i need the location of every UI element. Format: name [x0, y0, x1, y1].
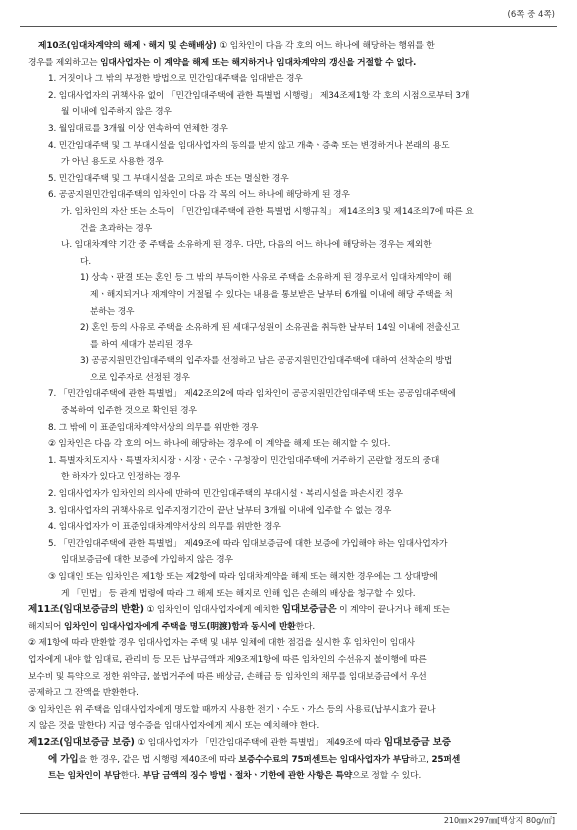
article-11-line	[28, 619, 549, 636]
nested-list-item-continuation: 제ㆍ해지되거나 재계약이 거절될 수 있다는 내용을 통보받은 날부터 6개월 이내에 해당 주택을 처	[90, 289, 453, 300]
list-item: 4. 임대사업자가 이 표준임대차계약서상의 의무를 위반한 경우	[48, 522, 281, 533]
paragraph-line: 지 않은 것을 말한다) 지급 영수증을 임대사업자에게 제시 또는 예치해야 한다.	[28, 721, 320, 732]
list-item: 3. 임대사업자의 귀책사유로 입주지정기간이 끝난 날부터 3개월 이내에 입주할 수 없는 경우	[48, 505, 392, 516]
nested-list-item: 3) 공공지원민간임대주택의 입주자를 선정하고 남은 공공지원민간임대주택에 대하여 선착순의 방법	[80, 356, 453, 367]
paper-spec-footer: 210㎜×297㎜[백상지 80g/㎡]	[443, 816, 555, 825]
list-item: 5. 「민간임대주택에 관한 특별법」 제49조에 따라 임대보증금에 대한 보증에 가입해야 하는 임대사업자가	[48, 538, 448, 549]
list-item: 5. 민간임대주택 및 그 부대시설을 고의로 파손 또는 멸실한 경우	[48, 173, 289, 184]
text-span: 한다.	[120, 771, 143, 782]
paragraph-3-continuation: 게 「민법」 등 관계 법령에 따라 그 해제 또는 해지로 인해 입은 손해의 배상을 청구할 수 있다.	[61, 588, 416, 599]
emphasis-span: 에 가입	[48, 753, 79, 765]
list-item-continuation: 가 아닌 용도로 사용한 경우	[61, 157, 164, 168]
text-span: ① 임차인이 임대사업자에게 예치한	[143, 605, 282, 616]
text-span: 해지되어	[28, 621, 65, 632]
list-item-continuation: 중복하여 입주한 것으로 확인된 경우	[61, 406, 197, 417]
page-indicator: (6쪽 중 4쪽)	[507, 10, 555, 20]
text-span: ① 임차인이 다음 각 호의 어느 하나에 해당하는 행위를 한	[216, 41, 435, 51]
sub-list-item-continuation: 건을 초과하는 경우	[80, 223, 153, 234]
article-10	[28, 38, 549, 602]
sub-list-item-continuation: 다.	[80, 256, 91, 267]
emphasis-span: 임대사업자는 이 계약을 해제 또는 해지하거나 임대차계약의 갱신을 거절할 수 없다.	[100, 57, 417, 68]
article-10-line	[28, 55, 549, 72]
emphasis-span: 임차인이 임대사업자에게 주택을 명도(明渡)함과 동시에 반환	[64, 621, 296, 632]
article-10-line	[28, 38, 549, 55]
nested-list-item-continuation: 분하는 경우	[90, 306, 135, 317]
list-item-continuation: 월 이내에 입주하지 않은 경우	[61, 107, 172, 118]
sub-list-item: 나. 임대차계약 기간 중 주택을 소유하게 된 경우. 다만, 다음의 어느 하나에 해당하는 경우는 제외한	[61, 240, 432, 251]
list-item: 3. 월임대료를 3개월 이상 연속하여 연체한 경우	[48, 123, 228, 134]
list-item: 1. 특별자치도지사ㆍ특별자치시장ㆍ시장ㆍ군수ㆍ구청장이 민간임대주택에 거주하기 곤란할 정도의 중대	[48, 455, 440, 466]
text-span: 을 한 경우, 같은 법 시행령 제40조에 따라	[78, 754, 239, 765]
nested-list-item-continuation: 으로 입주자로 선정된 경우	[90, 372, 190, 383]
emphasis-span: 25퍼센	[431, 754, 461, 765]
paragraph-line: 보수비 및 특약으로 정한 위약금, 불법거주에 따른 배상금, 손해금 등 임차인의 채무를 임대보증금에서 우선	[28, 671, 427, 682]
text-span: 한다.	[295, 621, 315, 632]
paragraph-line: 업자에게 내야 할 임대료, 관리비 등 모든 납부금액과 제9조제1항에 따른 임차인의 수선유지 불이행에 따른	[28, 654, 427, 665]
nested-list-item-continuation: 를 하여 세대가 분리된 경우	[90, 339, 193, 350]
text-span: 이 계약이 끝나거나 해제 또는	[336, 605, 450, 616]
list-item: 2. 임대사업자가 임차인의 의사에 반하여 민간임대주택의 부대시설ㆍ복리시설을 파손시킨 경우	[48, 489, 403, 500]
emphasis-span: 부담 금액의 징수 방법ㆍ절차ㆍ기한에 관한 사항은 특약	[142, 771, 353, 782]
list-item: 6. 공공지원민간임대주택의 임차인이 다음 각 목의 어느 하나에 해당하게 된 경우	[48, 190, 350, 201]
emphasis-span: 보증수수료의 75퍼센트는 임대사업자가 부담	[238, 754, 410, 765]
contract-body	[28, 38, 549, 785]
top-divider	[20, 26, 557, 27]
text-span: 하고,	[409, 754, 432, 765]
sub-list-item: 가. 임차인의 자산 또는 소득이 「민간임대주택에 관한 특별법 시행규칙」 제14조의3 및 제14조의7에 따른 요	[61, 206, 474, 217]
list-item: 1. 거짓이나 그 밖의 부정한 방법으로 민간임대주택을 임대받은 경우	[48, 74, 303, 85]
nested-list-item: 2) 혼인 등의 사유로 주택을 소유하게 된 세대구성원이 소유권을 취득한 날부터 14일 이내에 전출신고	[80, 323, 460, 334]
list-item-continuation: 한 하자가 있다고 인정하는 경우	[61, 472, 181, 483]
article-10-title: 제10조(임대차계약의 해제ㆍ해지 및 손해배상)	[38, 41, 217, 51]
footer-divider	[20, 813, 557, 814]
article-12	[28, 735, 549, 785]
text-span: ① 임대사업자가 「민간임대주택에 관한 특별법」 제49조에 따라	[134, 737, 384, 748]
list-item-continuation: 임대보증금에 대한 보증에 가입하지 않은 경우	[61, 555, 233, 566]
text-span: 으로 정할 수 있다.	[352, 771, 422, 782]
list-item: 2. 임대사업자의 귀책사유 없이 「민간임대주택에 관한 특별법 시행령」 제34조제1항 각 호의 시점으로부터 3개	[48, 90, 470, 101]
list-item: 7. 「민간임대주택에 관한 특별법」 제42조의2에 따라 임차인이 공공지원민간임대주택 또는 공공임대주택에	[48, 389, 456, 400]
article-11-line	[28, 602, 549, 619]
emphasis-span: 트는 임차인이 부담	[48, 771, 121, 782]
paragraph-line: ③ 임차인은 위 주택을 임대사업자에게 명도할 때까지 사용한 전기ㆍ수도ㆍ가스 등의 사용료(납부시효가 끝나	[28, 704, 436, 715]
emphasis-span: 임대보증금 보증	[383, 736, 451, 748]
article-11-title: 제11조(임대보증금의 반환)	[28, 604, 144, 616]
text-span: 경우를 제외하고는	[28, 57, 101, 68]
emphasis-span: 임대보증금은	[281, 604, 337, 616]
paragraph-line: ② 제1항에 따라 반환할 경우 임대사업자는 주택 및 내부 일체에 대한 점검을 실시한 후 임차인이 임대사	[28, 638, 415, 649]
article-12-line	[28, 768, 549, 785]
list-item: 8. 그 밖에 이 표준임대차계약서상의 의무를 위반한 경우	[48, 422, 259, 433]
article-12-line	[28, 735, 549, 752]
article-12-line	[28, 752, 549, 769]
paragraph-2: ② 임차인은 다음 각 호의 어느 하나에 해당하는 경우에 이 계약을 해제 또는 해지할 수 있다.	[48, 439, 391, 450]
nested-list-item: 1) 상속ㆍ판결 또는 혼인 등 그 밖의 부득이한 사유로 주택을 소유하게 된 경우로서 임대차계약이 해	[80, 273, 452, 284]
article-12-title: 제12조(임대보증금 보증)	[28, 736, 135, 748]
paragraph-line: 공제하고 그 잔액을 반환한다.	[28, 688, 139, 699]
list-item: 4. 민간임대주택 및 그 부대시설을 임대사업자의 동의를 받지 않고 개축ㆍ증축 또는 변경하거나 본래의 용도	[48, 140, 450, 151]
paragraph-3: ③ 임대인 또는 임차인은 제1항 또는 제2항에 따라 임대차계약을 해제 또는 해지한 경우에는 그 상대방에	[48, 572, 438, 582]
article-11	[28, 602, 549, 735]
